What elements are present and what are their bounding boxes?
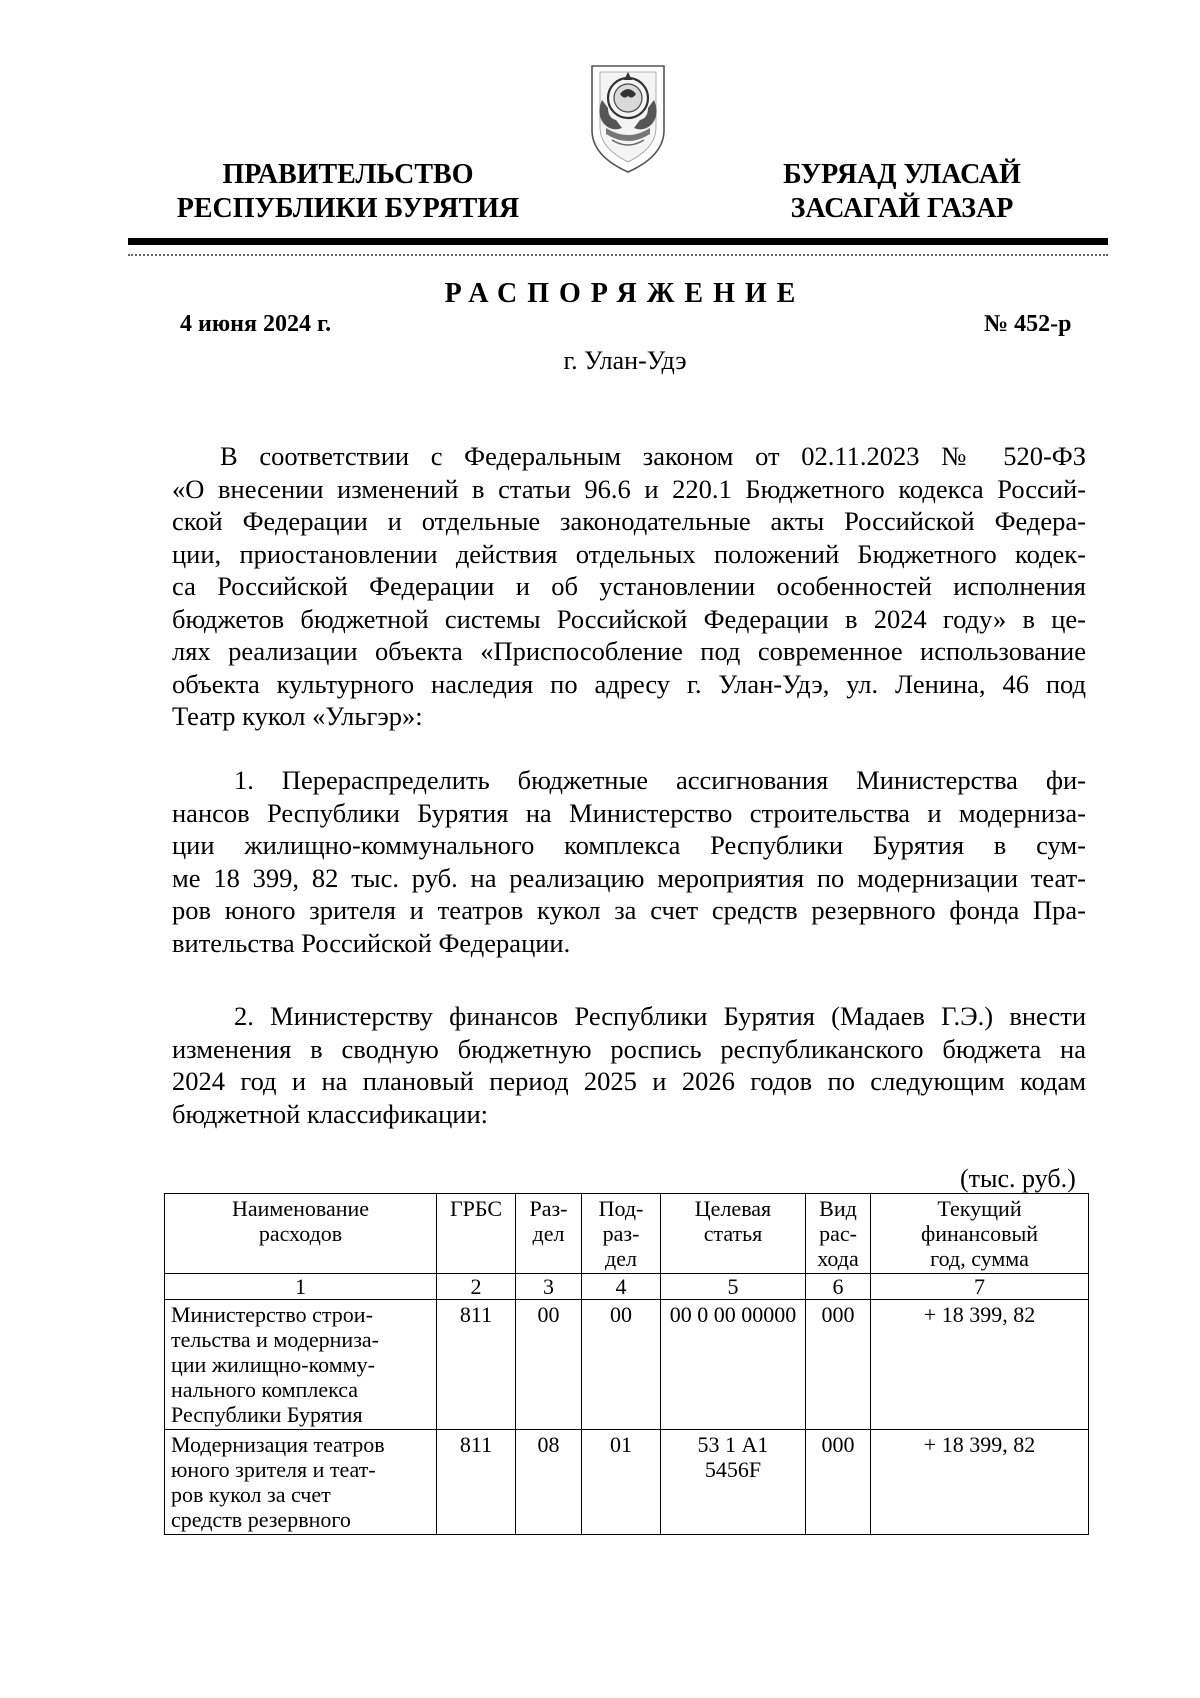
table-row [165,1300,1089,1430]
header-divider-dotted [128,254,1108,256]
cell-celevaya: 00 0 00 00000 [661,1300,806,1430]
header-text: Целевая [694,1196,772,1221]
header-text: статья [703,1221,763,1246]
cell-text: Модернизация театров [171,1432,385,1457]
document-number: № 452-р [984,311,1072,337]
clause-2-paragraph [172,1000,1086,1130]
header-text: хода [817,1246,859,1271]
header-text: Текущий [937,1196,1022,1221]
text-line: ской Федерации и отдельные законодательные акты Российской Федера- [172,506,1086,536]
government-name-buryat-line-1: БУРЯАД УЛАСАЙ [783,159,1021,190]
cell-podrazdel: 00 [582,1300,661,1430]
header-text: расходов [258,1221,343,1246]
text-line: 1. Перераспределить бюджетные ассигнования Министерства фи- [234,765,1086,795]
government-name-buryat [752,158,1052,226]
column-header-vid [806,1194,871,1274]
header-text: ГРБС [449,1196,503,1221]
text-line: объекта культурного наследия по адресу г. Улан-Удэ, ул. Ленина, 46 под [172,668,1086,699]
clause-1-paragraph [172,764,1086,959]
cell-text: Министерство строи- [171,1302,373,1327]
cell-text: юного зрителя и теат- [171,1457,376,1482]
document-date: 4 июня 2024 г. [180,311,332,337]
text-line: «О внесении изменений в статьи 96.6 и 220.1 Бюджетного кодекса Россий- [172,473,1086,504]
header-text: Раз- [529,1196,568,1221]
column-header-celevaya [661,1194,806,1274]
text-line: ции, приостановлении действия отдельных положений Бюджетного кодек- [172,538,1086,569]
text-line: са Российской Федерации и об установлении особенностей исполнения [172,571,1086,601]
cell-grbs: 811 [437,1430,516,1535]
cell-vid: 000 [806,1300,871,1430]
cell-podrazdel: 01 [582,1430,661,1535]
text-line: вительства Российской Федерации. [172,927,571,958]
header-text: рас- [819,1221,857,1246]
header-text: раз- [602,1221,640,1246]
cell-vid: 000 [806,1430,871,1535]
cell-grbs: 811 [437,1300,516,1430]
index-cell: 7 [871,1274,1089,1300]
text-line: ме 18 399, 82 тыс. руб. на реализацию мероприятия по модернизации теат- [172,862,1086,893]
index-cell: 6 [806,1274,871,1300]
preamble-paragraph [172,440,1086,733]
cell-razdel: 08 [516,1430,582,1535]
cell-summa: + 18 399, 82 [871,1430,1089,1535]
table-units-label: (тыс. руб.) [960,1164,1076,1193]
cell-summa: + 18 399, 82 [871,1300,1089,1430]
text-line: бюджетов бюджетной системы Российской Федерации в 2024 году» в це- [172,603,1086,634]
government-name-line-2: РЕСПУБЛИКИ БУРЯТИЯ [176,193,520,224]
header-text: Вид [819,1196,857,1221]
cell-text: ров кукол за счет [171,1482,331,1507]
budget-classification-table [164,1193,1089,1535]
cell-text: нального комплекса [171,1377,359,1402]
text-line: бюджетной классификации: [172,1098,489,1129]
header-text: Под- [598,1196,644,1221]
cell-text: тельства и модерниза- [171,1327,379,1352]
government-name-russian [168,158,528,226]
cell-name [165,1300,437,1430]
cell-celevaya: 53 1 А1 5456F [661,1430,806,1535]
index-cell: 2 [437,1274,516,1300]
header-text: дел [605,1246,637,1271]
government-name-line-1: ПРАВИТЕЛЬСТВО [222,159,474,190]
index-cell: 3 [516,1274,582,1300]
government-name-buryat-line-2: ЗАСАГАЙ ГАЗАР [790,193,1014,224]
column-header-podrazdel [582,1194,661,1274]
table-header-row [165,1194,1089,1274]
text-line: 2024 год и на плановый период 2025 и 2026 годов по следующим кодам [172,1066,1086,1096]
header-text: год, сумма [930,1246,1029,1271]
column-header-summa [871,1194,1089,1274]
header-divider-thick [128,238,1108,245]
header-text: Наименование [231,1196,370,1221]
cell-razdel: 00 [516,1300,582,1430]
header-text: финансовый [920,1221,1039,1246]
column-header-grbs [437,1194,516,1274]
column-header-razdel [516,1194,582,1274]
coat-of-arms-emblem-icon [586,58,670,176]
index-cell: 5 [661,1274,806,1300]
document-city: г. Улан-Удэ [563,346,687,375]
header-text: дел [532,1221,565,1246]
cell-text: Республики Бурятия [171,1402,363,1427]
document-title: РАСПОРЯЖЕНИЕ [444,278,806,309]
table-row [165,1430,1089,1535]
text-line: нансов Республики Бурятия на Министерство строительства и модерниза- [172,797,1086,828]
text-line: В соответствии с Федеральным законом от 02.11.2023 № 520-ФЗ [220,441,1086,471]
index-cell: 4 [582,1274,661,1300]
text-line: лях реализации объекта «Приспособление под современное использование [172,636,1086,666]
index-cell: 1 [165,1274,437,1300]
text-line: ров юного зрителя и театров кукол за счет средств резервного фонда Пра- [172,895,1086,925]
cell-text: ции жилищно-комму- [171,1352,375,1377]
text-line: 2. Министерству финансов Республики Бурятия (Мадаев Г.Э.) внести [234,1001,1086,1031]
text-line: ции жилищно-коммунального комплекса Республики Бурятия в сум- [172,830,1086,860]
column-header-name [165,1194,437,1274]
cell-name [165,1430,437,1535]
cell-text: средств резервного [171,1507,351,1532]
table-index-row [165,1274,1089,1300]
text-line: Театр кукол «Ульгэр»: [172,701,423,731]
text-line: изменения в сводную бюджетную роспись республиканского бюджета на [172,1033,1086,1064]
